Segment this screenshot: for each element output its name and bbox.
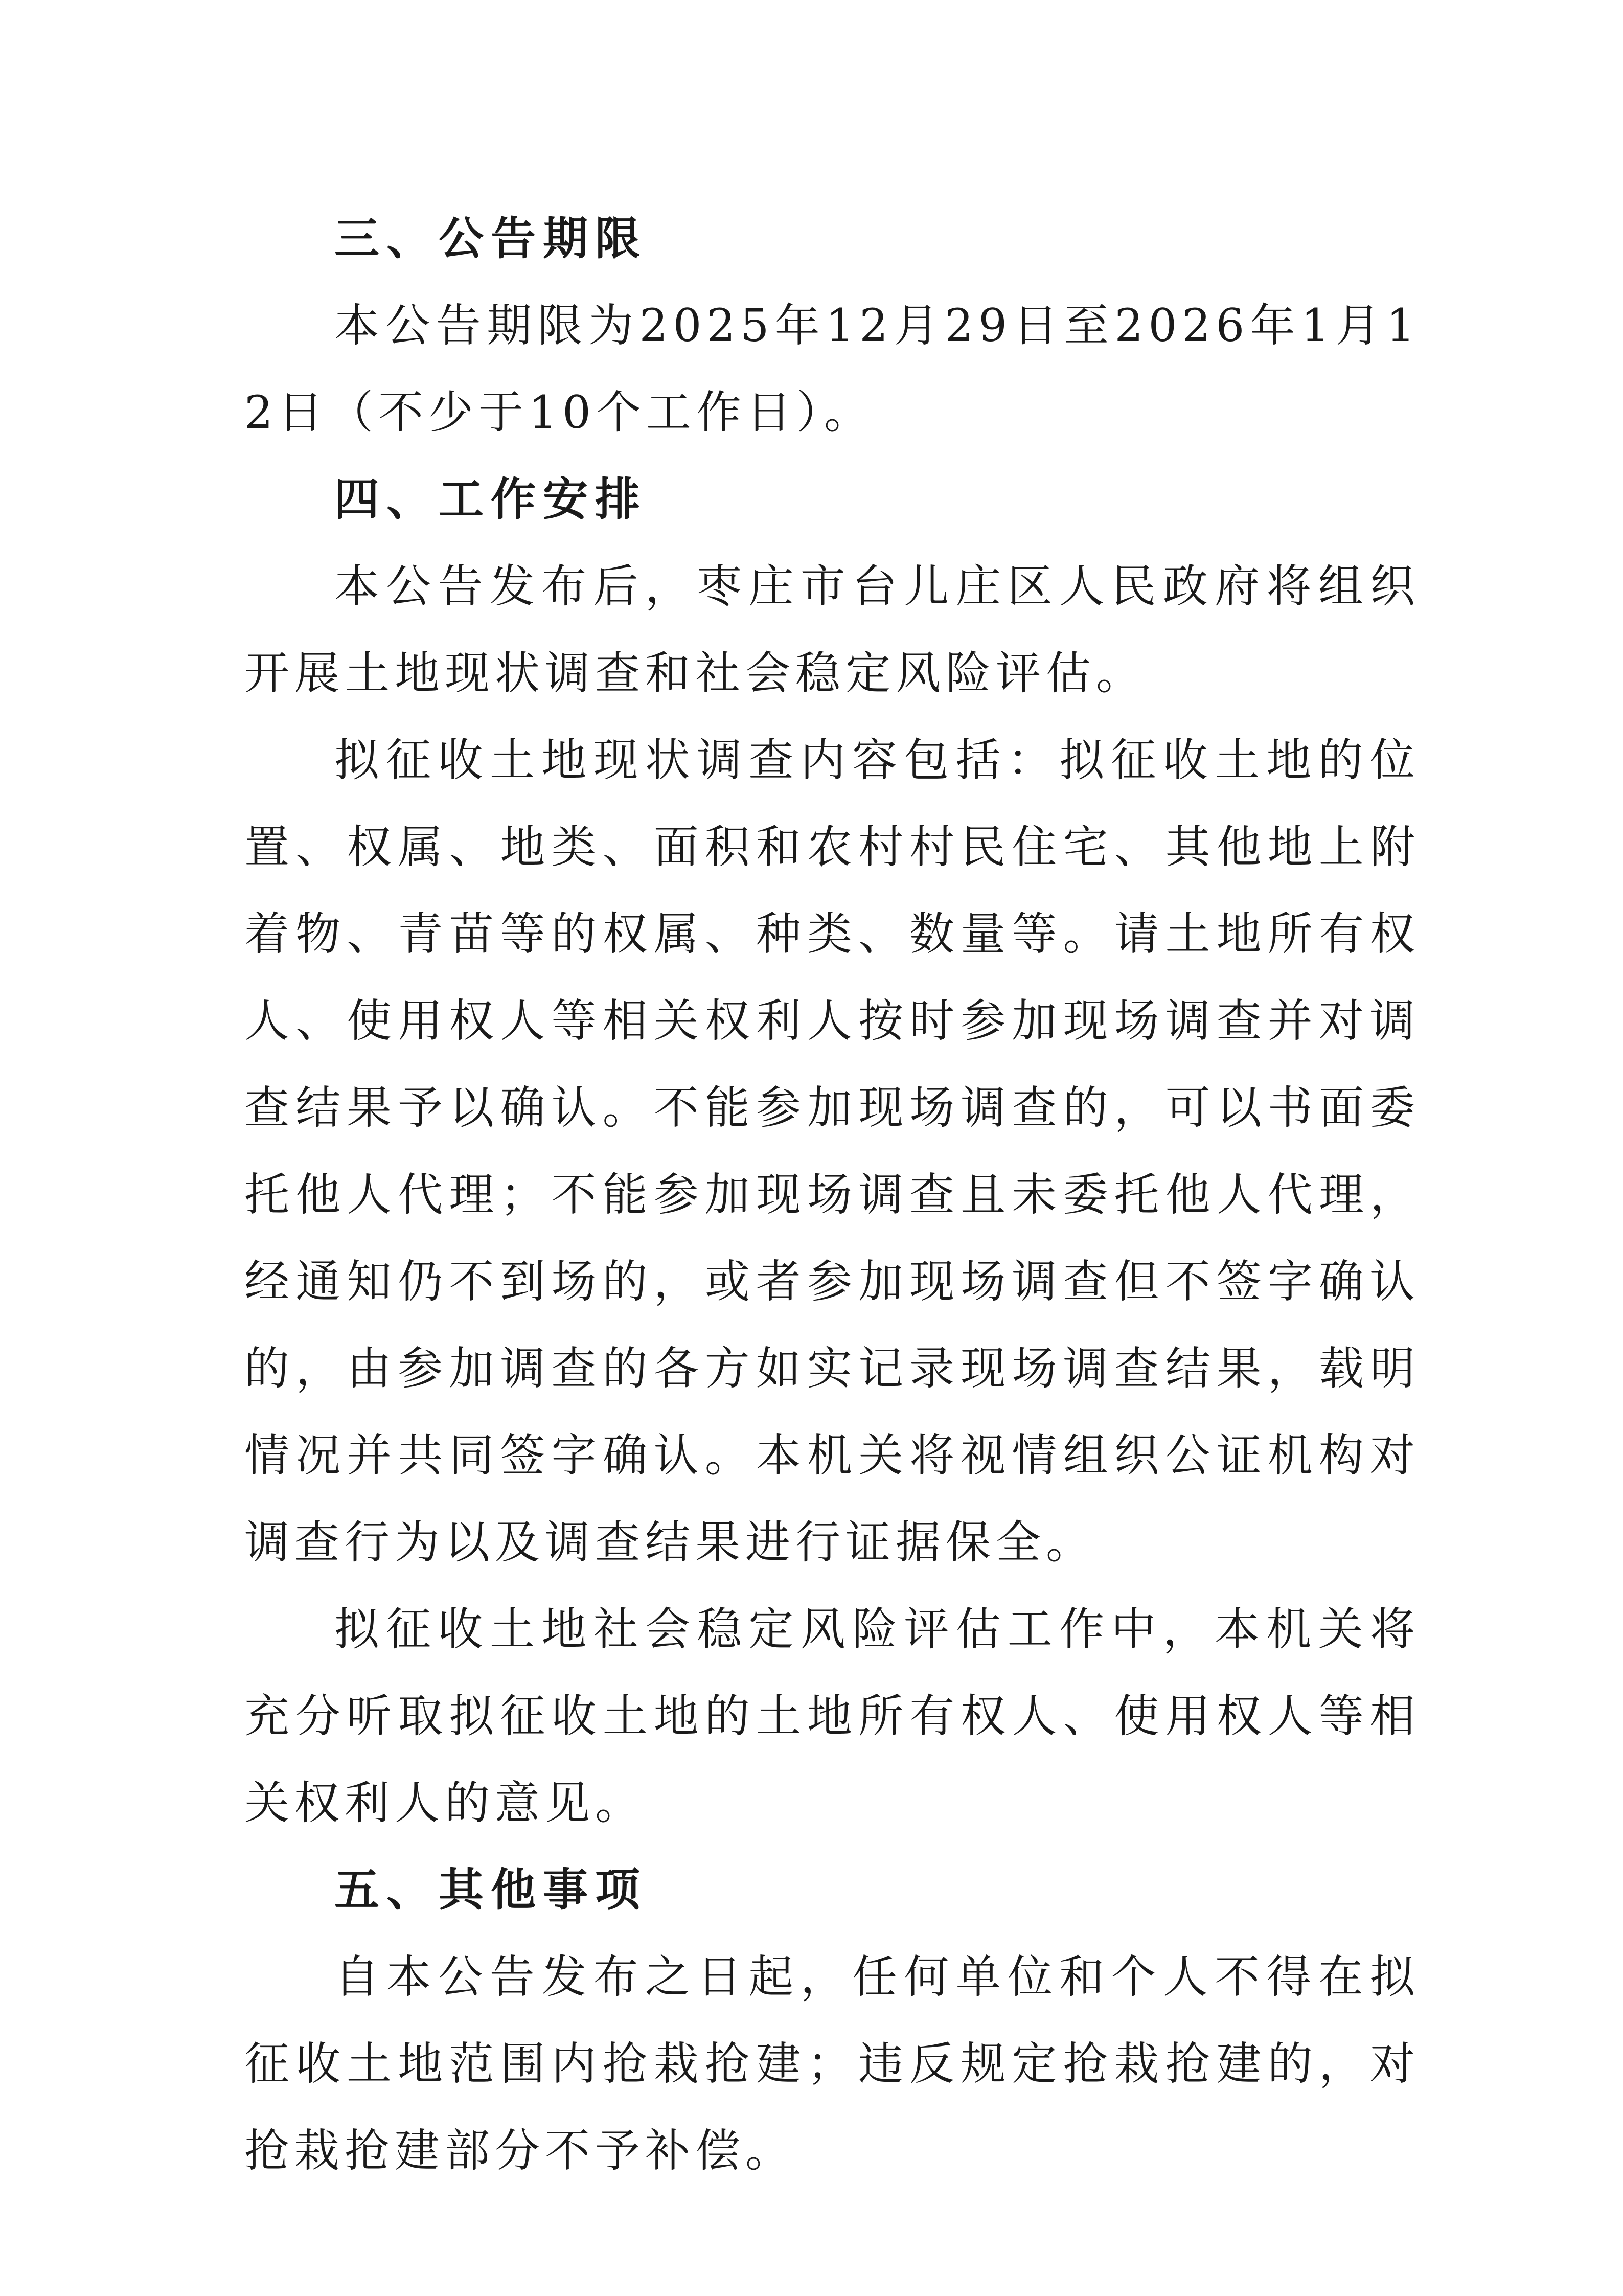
paragraph-risk-assessment: 拟征收土地社会稳定风险评估工作中，本机关将充分听取拟征收土地的土地所有权人、使用权人等相关权利人的意见。 [244, 1603, 1420, 1829]
paragraph-work-arrangement-intro: 本公告发布后，枣庄市台儿庄区人民政府将组织开展土地现状调查和社会稳定风险评估。 [244, 560, 1420, 699]
document-body [244, 195, 1420, 2194]
paragraph-announcement-period: 本公告期限为2025年12月29日至2026年1月12日（不少于10个工作日）。 [244, 299, 1420, 439]
section-heading-other-matters: 五、其他事项 [334, 1863, 648, 1916]
section-heading-announcement-period: 三、公告期限 [334, 212, 648, 265]
paragraph-land-survey: 拟征收土地现状调查内容包括：拟征收土地的位置、权属、地类、面积和农村村民住宅、其他地上附着物、青苗等的权属、种类、数量等。请土地所有权人、使用权人等相关权利人按时参加现场调查并对调查结果予以确认。不能参加现场调查的，可以书面委托他人代理；不能参加现场调查且未委托他人代理，经通知仍不到场的，或者参加现场调查但不签字确认的，由参加调查的各方如实记录现场调查结果，载明情况并共同签字确认。本机关将视情组织公证机构对调查行为以及调查结果进行证据保全。 [244, 734, 1420, 1568]
paragraph-other-matters: 自本公告发布之日起，任何单位和个人不得在拟征收土地范围内抢栽抢建；违反规定抢栽抢建的，对抢栽抢建部分不予补偿。 [244, 1950, 1420, 2177]
section-heading-work-arrangement: 四、工作安排 [334, 473, 648, 526]
